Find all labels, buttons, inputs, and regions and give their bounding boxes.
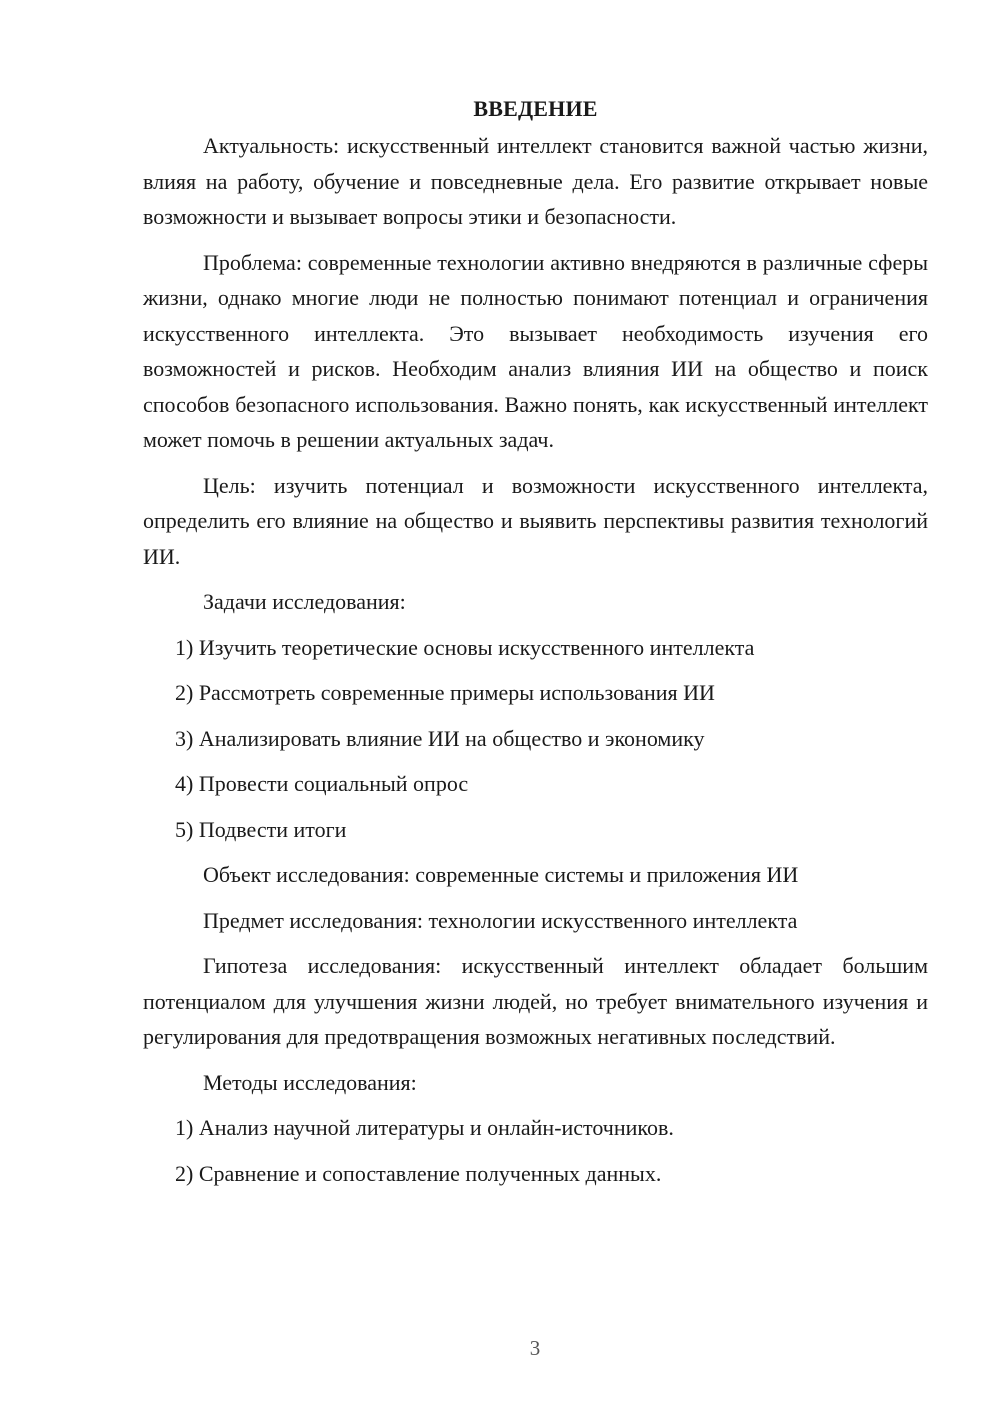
task-item: 3) Анализировать влияние ИИ на общество и экономику: [175, 725, 705, 751]
method-item: 1) Анализ научной литературы и онлайн-источников.: [175, 1115, 674, 1140]
hypothesis-paragraph: Гипотеза исследования: искусственный интеллект обладает большим потенциалом для улучшения жизни людей, но требует внимательного изучения и регулирования для предотвращения возможных негативных последствий.: [143, 953, 928, 1049]
goal-paragraph: Цель: изучить потенциал и возможности искусственного интеллекта, определить его влияние на общество и выявить перспективы развития технологий ИИ.: [143, 472, 928, 569]
task-item: 1) Изучить теоретические основы искусственного интеллекта: [175, 634, 755, 660]
relevance-paragraph: Актуальность: искусственный интеллект становится важной частью жизни, влияя на работу, обучение и повседневные дела. Его развитие открывает новые возможности и вызывает вопросы этики и безопасности.: [143, 133, 928, 229]
problem-paragraph: Проблема: современные технологии активно внедряются в различные сферы жизни, однако многие люди не полностью понимают потенциал и ограничения искусственного интеллекта. Это вызывает необходимость изучения его возможностей и рисков. Необходим анализ влияния ИИ на общество и поиск способов безопасного использования. Важно понять, как искусственный интеллект может помочь в решении актуальных задач.: [143, 249, 928, 452]
object-line: Объект исследования: современные системы и приложения ИИ: [203, 862, 799, 887]
section-heading: ВВЕДЕНИЕ: [473, 96, 598, 121]
tasks-title: Задачи исследования:: [203, 589, 406, 614]
page-number: 3: [529, 1336, 541, 1360]
methods-title: Методы исследования:: [203, 1069, 417, 1095]
method-item: 2) Сравнение и сопоставление полученных данных.: [175, 1160, 662, 1186]
task-item: 5) Подвести итоги: [175, 816, 347, 842]
subject-line: Предмет исследования: технологии искусственного интеллекта: [203, 907, 798, 933]
page-content: [143, 94, 928, 1201]
task-item: 2) Рассмотреть современные примеры использования ИИ: [175, 680, 715, 705]
task-item: 4) Провести социальный опрос: [175, 771, 469, 796]
